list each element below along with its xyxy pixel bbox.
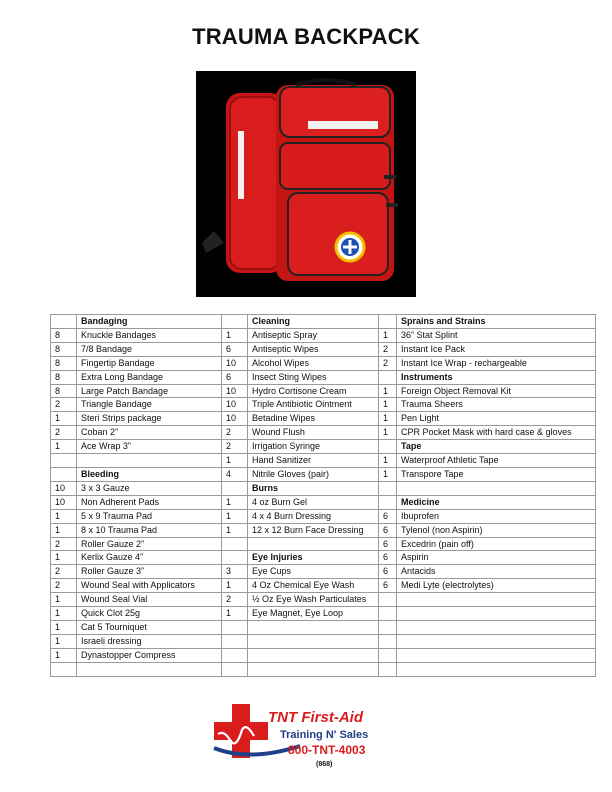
item-quantity-cell: 1 (51, 648, 77, 662)
table-row (51, 551, 596, 565)
page-title: TRAUMA BACKPACK (192, 24, 420, 49)
item-name-cell: Antiseptic Wipes (248, 342, 379, 356)
item-name-cell: Steri Strips package (77, 412, 222, 426)
item-name-cell: 4 Oz Chemical Eye Wash (248, 579, 379, 593)
section-header-cell: Tape (397, 440, 596, 454)
item-name-cell: Pen Light (397, 412, 596, 426)
item-quantity-cell (379, 621, 397, 635)
item-name-cell: 12 x 12 Burn Face Dressing (248, 523, 379, 537)
item-quantity-cell (379, 495, 397, 509)
item-name-cell: Betadine Wipes (248, 412, 379, 426)
item-quantity-cell: 1 (51, 412, 77, 426)
table-row (51, 593, 596, 607)
table-row (51, 440, 596, 454)
table-row (51, 523, 596, 537)
item-quantity-cell: 10 (51, 481, 77, 495)
item-name-cell: 8 x 10 Trauma Pad (77, 523, 222, 537)
item-quantity-cell (51, 662, 77, 676)
item-quantity-cell: 1 (222, 579, 248, 593)
item-quantity-cell (222, 551, 248, 565)
item-name-cell: Instant Ice Pack (397, 342, 596, 356)
item-quantity-cell (379, 662, 397, 676)
item-quantity-cell: 1 (51, 607, 77, 621)
item-quantity-cell (222, 481, 248, 495)
item-quantity-cell (379, 481, 397, 495)
item-quantity-cell: 2 (51, 398, 77, 412)
item-name-cell: Hydro Cortisone Cream (248, 384, 379, 398)
item-name-cell: Wound Flush (248, 426, 379, 440)
item-quantity-cell: 10 (222, 384, 248, 398)
item-name-cell: Triple Antibiotic Ointment (248, 398, 379, 412)
item-quantity-cell: 6 (379, 509, 397, 523)
section-header-cell: Instruments (397, 370, 596, 384)
item-name-cell (397, 607, 596, 621)
item-name-cell: 4 x 4 Burn Dressing (248, 509, 379, 523)
item-quantity-cell (51, 467, 77, 481)
item-quantity-cell: 1 (379, 467, 397, 481)
table-row (51, 537, 596, 551)
item-name-cell: 4 oz Burn Gel (248, 495, 379, 509)
logo-phone: 800-TNT-4003 (288, 743, 366, 757)
item-quantity-cell (51, 454, 77, 468)
section-header-cell: Bleeding (77, 467, 222, 481)
item-quantity-cell: 2 (379, 342, 397, 356)
table-row (51, 607, 596, 621)
item-quantity-cell: 1 (222, 523, 248, 537)
item-name-cell: Nitrile Gloves (pair) (248, 467, 379, 481)
section-header-cell: Sprains and Strains (397, 315, 596, 329)
item-quantity-cell (51, 315, 77, 329)
logo-tagline: Training N' Sales (280, 729, 369, 741)
item-name-cell: Coban 2” (77, 426, 222, 440)
table-row (51, 356, 596, 370)
item-quantity-cell: 1 (222, 509, 248, 523)
table-row (51, 412, 596, 426)
item-name-cell: Ace Wrap 3” (77, 440, 222, 454)
item-name-cell (397, 634, 596, 648)
table-row (51, 662, 596, 676)
item-name-cell: ½ Oz Eye Wash Particulates (248, 593, 379, 607)
table-row (51, 467, 596, 481)
table-row (51, 481, 596, 495)
item-quantity-cell: 6 (379, 523, 397, 537)
item-quantity-cell (379, 440, 397, 454)
item-quantity-cell (379, 315, 397, 329)
item-quantity-cell (379, 370, 397, 384)
item-name-cell: Foreign Object Removal Kit (397, 384, 596, 398)
table-row (51, 384, 596, 398)
item-quantity-cell: 8 (51, 370, 77, 384)
item-name-cell: Ibuprofen (397, 509, 596, 523)
item-quantity-cell: 2 (222, 426, 248, 440)
table-row (51, 509, 596, 523)
item-name-cell: 36” Stat Splint (397, 328, 596, 342)
item-quantity-cell (222, 315, 248, 329)
section-header-cell: Medicine (397, 495, 596, 509)
item-quantity-cell: 1 (51, 634, 77, 648)
item-quantity-cell (222, 662, 248, 676)
item-name-cell: Kerlix Gauze 4” (77, 551, 222, 565)
item-quantity-cell (379, 607, 397, 621)
logo-brand-name: TNT First-Aid (268, 709, 363, 726)
item-quantity-cell: 1 (379, 398, 397, 412)
item-quantity-cell: 2 (379, 356, 397, 370)
item-name-cell: Roller Gauze 3” (77, 565, 222, 579)
item-quantity-cell: 1 (51, 621, 77, 635)
item-name-cell: Antacids (397, 565, 596, 579)
item-name-cell: CPR Pocket Mask with hard case & gloves (397, 426, 596, 440)
item-quantity-cell: 6 (379, 537, 397, 551)
item-quantity-cell: 1 (51, 440, 77, 454)
item-name-cell: Medi Lyte (electrolytes) (397, 579, 596, 593)
item-quantity-cell: 10 (222, 356, 248, 370)
item-name-cell: Insect Sting Wipes (248, 370, 379, 384)
table-row (51, 621, 596, 635)
item-name-cell: Large Patch Bandage (77, 384, 222, 398)
table-row (51, 579, 596, 593)
item-name-cell (397, 662, 596, 676)
tnt-first-aid-logo (210, 700, 410, 772)
item-name-cell: Trauma Sheers (397, 398, 596, 412)
item-quantity-cell: 1 (222, 454, 248, 468)
item-quantity-cell (379, 593, 397, 607)
table-row (51, 370, 596, 384)
item-quantity-cell: 1 (51, 593, 77, 607)
item-name-cell (248, 537, 379, 551)
item-quantity-cell (222, 621, 248, 635)
item-quantity-cell: 1 (51, 551, 77, 565)
item-name-cell: Triangle Bandage (77, 398, 222, 412)
item-name-cell: Antiseptic Spray (248, 328, 379, 342)
item-quantity-cell: 6 (379, 565, 397, 579)
table-row (51, 495, 596, 509)
item-quantity-cell: 1 (51, 509, 77, 523)
section-header-cell: Cleaning (248, 315, 379, 329)
item-name-cell (397, 648, 596, 662)
table-row (51, 648, 596, 662)
item-quantity-cell: 1 (379, 426, 397, 440)
item-quantity-cell: 1 (379, 384, 397, 398)
item-name-cell (397, 621, 596, 635)
table-row (51, 398, 596, 412)
item-quantity-cell: 10 (222, 412, 248, 426)
item-name-cell: Eye Magnet, Eye Loop (248, 607, 379, 621)
item-name-cell: Wound Seal Vial (77, 593, 222, 607)
item-quantity-cell: 2 (222, 593, 248, 607)
item-name-cell (397, 481, 596, 495)
table-row (51, 426, 596, 440)
trauma-backpack-photo (196, 71, 416, 297)
item-quantity-cell: 2 (222, 440, 248, 454)
table-row (51, 454, 596, 468)
item-quantity-cell: 1 (222, 495, 248, 509)
item-quantity-cell: 6 (222, 342, 248, 356)
item-quantity-cell: 6 (379, 579, 397, 593)
section-header-cell: Burns (248, 481, 379, 495)
item-quantity-cell: 1 (379, 328, 397, 342)
item-quantity-cell: 8 (51, 342, 77, 356)
item-quantity-cell: 1 (222, 607, 248, 621)
item-name-cell: Alcohol Wipes (248, 356, 379, 370)
item-quantity-cell: 8 (51, 356, 77, 370)
item-name-cell: Knuckle Bandages (77, 328, 222, 342)
item-name-cell: Non Adherent Pads (77, 495, 222, 509)
item-quantity-cell: 1 (379, 412, 397, 426)
item-name-cell (77, 454, 222, 468)
item-quantity-cell: 6 (379, 551, 397, 565)
section-header-cell: Bandaging (77, 315, 222, 329)
item-quantity-cell (222, 634, 248, 648)
table-row (51, 315, 596, 329)
item-name-cell (248, 634, 379, 648)
item-quantity-cell: 2 (51, 426, 77, 440)
table-row (51, 565, 596, 579)
item-quantity-cell: 1 (379, 454, 397, 468)
item-quantity-cell (222, 648, 248, 662)
item-name-cell: Fingertip Bandage (77, 356, 222, 370)
item-name-cell: Quick Clot 25g (77, 607, 222, 621)
item-quantity-cell: 3 (222, 565, 248, 579)
item-name-cell: Wound Seal with Applicators (77, 579, 222, 593)
item-name-cell: Irrigation Syringe (248, 440, 379, 454)
item-quantity-cell: 2 (51, 565, 77, 579)
table-row (51, 634, 596, 648)
item-quantity-cell: 2 (51, 537, 77, 551)
table-row (51, 342, 596, 356)
item-quantity-cell: 8 (51, 328, 77, 342)
item-name-cell: Dynastopper Compress (77, 648, 222, 662)
item-quantity-cell: 4 (222, 467, 248, 481)
item-name-cell: Eye Cups (248, 565, 379, 579)
item-name-cell (248, 621, 379, 635)
item-name-cell: Excedrin (pain off) (397, 537, 596, 551)
item-quantity-cell: 6 (222, 370, 248, 384)
item-name-cell: Waterproof Athletic Tape (397, 454, 596, 468)
item-name-cell (397, 593, 596, 607)
item-quantity-cell (222, 537, 248, 551)
item-name-cell (248, 648, 379, 662)
item-name-cell: Hand Sanitizer (248, 454, 379, 468)
item-name-cell: Transpore Tape (397, 467, 596, 481)
item-name-cell: Extra Long Bandage (77, 370, 222, 384)
section-header-cell: Eye Injuries (248, 551, 379, 565)
item-name-cell: Instant Ice Wrap - rechargeable (397, 356, 596, 370)
item-quantity-cell: 10 (51, 495, 77, 509)
item-name-cell: Tylenol (non Aspirin) (397, 523, 596, 537)
item-name-cell: Roller Gauze 2” (77, 537, 222, 551)
item-quantity-cell: 1 (51, 523, 77, 537)
item-name-cell (77, 662, 222, 676)
item-quantity-cell (379, 634, 397, 648)
item-name-cell: Cat 5 Tourniquet (77, 621, 222, 635)
item-name-cell: 5 x 9 Trauma Pad (77, 509, 222, 523)
item-quantity-cell: 1 (222, 328, 248, 342)
logo-phone-digits: (868) (316, 761, 333, 768)
item-name-cell (248, 662, 379, 676)
item-quantity-cell: 2 (51, 579, 77, 593)
table-row (51, 328, 596, 342)
item-quantity-cell: 8 (51, 384, 77, 398)
item-name-cell: 7/8 Bandage (77, 342, 222, 356)
item-name-cell: Aspirin (397, 551, 596, 565)
item-quantity-cell (379, 648, 397, 662)
trauma-backpack-contents-table (50, 314, 596, 677)
item-quantity-cell: 10 (222, 398, 248, 412)
item-name-cell: 3 x 3 Gauze (77, 481, 222, 495)
item-name-cell: Israeli dressing (77, 634, 222, 648)
